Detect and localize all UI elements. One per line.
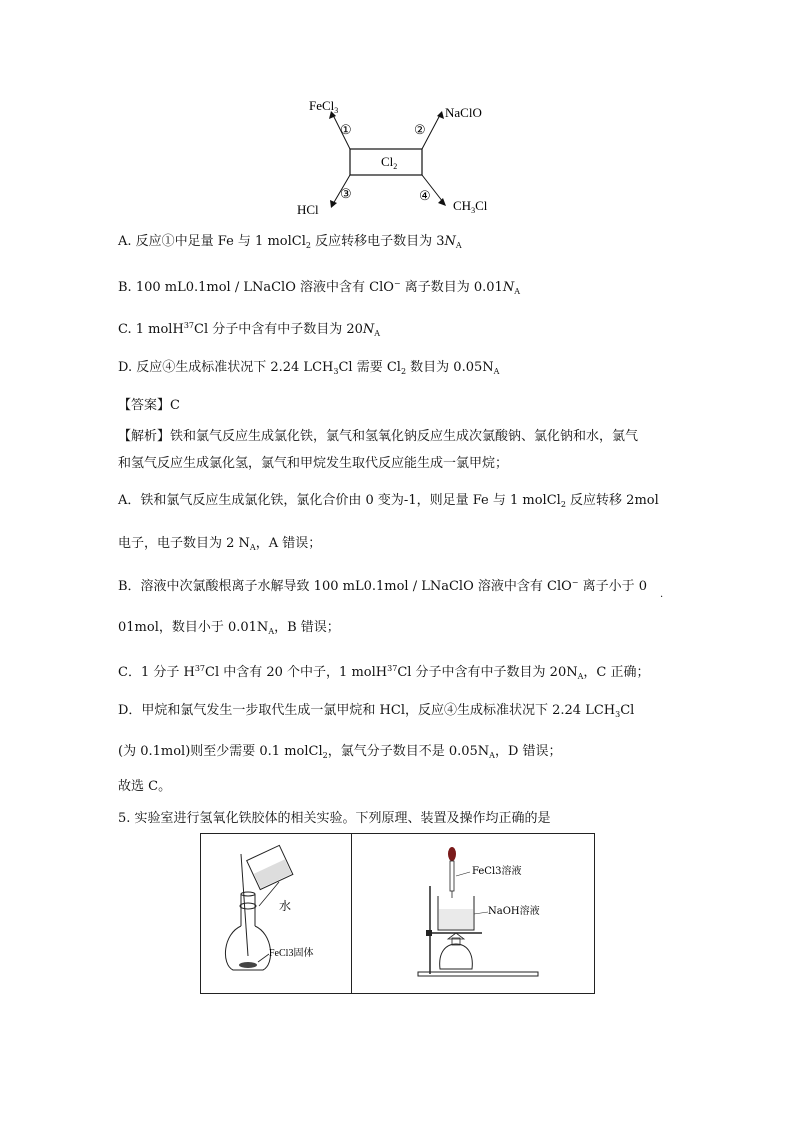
num-1: ① <box>340 123 352 138</box>
flask-neck <box>241 894 255 926</box>
reaction-diagram-svg <box>295 92 510 220</box>
hcl-label: HCl <box>297 202 319 217</box>
explain-d-1: D．甲烷和氯气发生一步取代生成一氯甲烷和 HCl，反应④生成标准状况下 2.24 $LCH_3Cl$ <box>118 703 635 719</box>
fecl3-label: FeCl$_3$ <box>309 98 339 115</box>
fecl3-solution-label: FeCl3溶液 <box>472 866 522 877</box>
option-a: A. 反应①中足量 Fe 与 1 molCl$_2$ 反应转移电子数目为 $3N_A$ <box>118 234 462 250</box>
pouring-beaker <box>247 845 293 889</box>
analysis-line-1: 【解析】铁和氯气反应生成氯化铁，氯气和氢氧化钠反应生成次氯酸钠、氯化钠和水，氯气 <box>118 429 639 444</box>
option-d: D. 反应④生成标准状况下 2.24 $LCH_3Cl$ 需要 $Cl_2$ 数目为 $0.05N_A$ <box>118 360 500 376</box>
naoh-liquid <box>439 909 473 929</box>
explain-a-2: 电子，电子数目为 2 $N_A$，A 错误； <box>118 536 322 552</box>
left-apparatus <box>201 834 351 993</box>
water-label: 水 <box>279 899 292 913</box>
explain-c: C．1 分子 $H^{37}Cl$ 中含有 20 个中子，1 molH$^{37}$Cl 分子中含有中子数目为 $20N_A$，C 正确； <box>118 664 650 681</box>
num-3: ③ <box>340 187 352 202</box>
ch3cl-label: $CH_3Cl$ <box>453 198 488 215</box>
cl2-label: $Cl_2$ <box>381 154 398 171</box>
explain-a-1: A．铁和氯气反应生成氯化铁，氯化合价由 0 变为-1，则足量 Fe 与 1 molCl$_2$ 反应转移 2mol <box>118 493 659 509</box>
right-apparatus <box>352 834 594 993</box>
answer: 【答案】C <box>118 398 180 413</box>
explain-b-2: 01mol，数目小于 $0.01N_A$，B 错误； <box>118 620 340 636</box>
alcohol-burner <box>440 944 473 969</box>
num-2: ② <box>414 123 426 138</box>
naoh-label: NaOH溶液 <box>488 906 540 917</box>
option-b: B. 100 mL0.1mol / LNaClO 溶液中含有 ClO− 离子数目为 $0.01N_A$ <box>118 279 520 296</box>
fecl3-solid-label: FeCl3固体 <box>269 948 314 959</box>
dropper-tube <box>450 861 454 891</box>
num-4: ④ <box>419 189 431 204</box>
solid-pile <box>239 962 257 968</box>
analysis-line-2: 和氢气反应生成氯化氢，氯气和甲烷发生取代反应能生成一氯甲烷； <box>118 456 509 471</box>
apparatus-table <box>200 833 595 994</box>
conclusion: 故选 C。 <box>118 779 172 794</box>
explain-b-1: B．溶液中次氯酸根离子水解导致 100 mL0.1mol / LNaClO 溶液中含有 ClO− 离子小于 0 <box>118 578 648 594</box>
question-5: 5. 实验室进行氢氧化铁胶体的相关实验。下列原理、装置及操作均正确的是 <box>118 811 551 826</box>
glass-rod <box>241 854 248 956</box>
stand-base <box>418 972 538 976</box>
dropper-bulb <box>448 847 456 861</box>
explain-b-dot: . <box>660 589 664 600</box>
arrow-3-head <box>330 200 337 208</box>
naclo-label: NaClO <box>445 105 482 120</box>
reaction-diagram <box>295 92 510 220</box>
explain-d-2: (为 0.1mol)则至少需要 0.1 molCl$_2$，氯气分子数目不是 $0.05N_A$，D 错误； <box>118 744 562 760</box>
option-c: C. 1 molH$^{37}$Cl 分子中含有中子数目为 $20N_A$ <box>118 321 381 338</box>
arrow-4-head <box>438 198 446 206</box>
